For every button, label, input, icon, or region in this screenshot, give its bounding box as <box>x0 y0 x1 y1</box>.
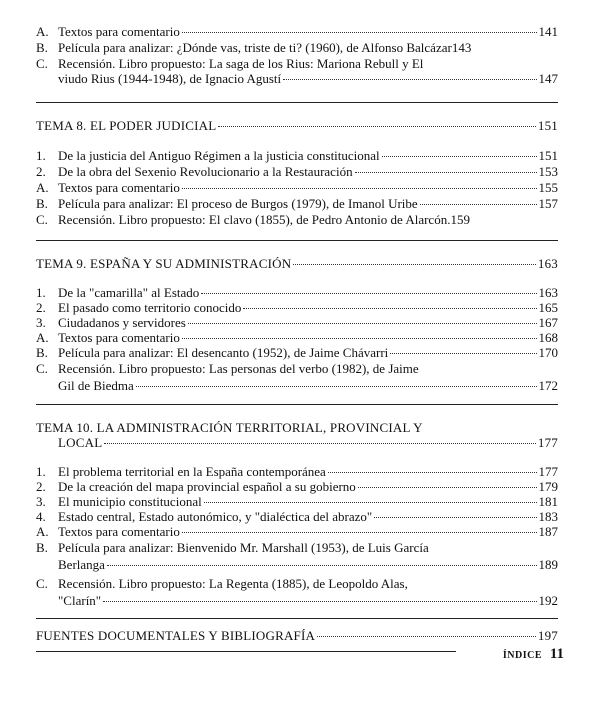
entry-number: 1. <box>36 464 46 479</box>
entry-text: Recensión. Libro propuesto: La saga de los Rius: Mariona Rebull y El <box>58 56 424 71</box>
entry-page: 179 <box>538 479 558 494</box>
toc-entry <box>36 24 558 39</box>
entry-number: 2. <box>36 300 46 315</box>
entry-number: 2. <box>36 479 46 494</box>
entry-text: viudo Rius (1944-1948), de Ignacio Agustí <box>58 71 282 86</box>
chapter-title: FUENTES DOCUMENTALES Y BIBLIOGRAFÍA <box>36 628 316 643</box>
divider <box>36 618 558 619</box>
entry-text: Película para analizar: ¿Dónde vas, triste de ti? (1960), de Alfonso Balcázar <box>58 40 452 55</box>
running-footer-label: ÍNDICE <box>502 650 542 661</box>
entry-number: A. <box>36 524 49 539</box>
divider <box>36 102 558 103</box>
entry-page: 157 <box>538 196 558 211</box>
entry-text: De la obra del Sexenio Revolucionario a la Restauración <box>58 164 353 179</box>
toc-entry <box>36 361 558 393</box>
divider <box>36 240 558 241</box>
entry-page: 168 <box>538 330 558 345</box>
entry-number: 3. <box>36 494 46 509</box>
toc-entry <box>36 464 558 479</box>
entry-number: C. <box>36 212 48 227</box>
entry-text: El municipio constitucional <box>58 494 202 509</box>
chapter-heading <box>36 256 558 271</box>
toc-entry <box>36 180 558 195</box>
chapter-title: TEMA 10. LA ADMINISTRACIÓN TERRITORIAL, PROVINCIAL Y <box>36 420 423 435</box>
toc-entry <box>36 300 558 315</box>
entry-text: Recensión. Libro propuesto: La Regenta (1885), de Leopoldo Alas, <box>58 576 408 591</box>
entry-number: C. <box>36 576 48 591</box>
entry-page: 165 <box>538 300 558 315</box>
entry-text: Película para analizar: El proceso de Burgos (1979), de Imanol Uribe <box>58 196 418 211</box>
entry-number: B. <box>36 196 48 211</box>
entry-text: Película para analizar: El desencanto (1952), de Jaime Chávarri <box>58 345 389 360</box>
entry-page: 147 <box>538 71 558 86</box>
toc-entry <box>36 540 558 572</box>
entry-number: 2. <box>36 164 46 179</box>
entry-page: 141 <box>538 24 558 39</box>
entry-number: A. <box>36 180 49 195</box>
toc-entry <box>36 479 558 494</box>
entry-page: 181 <box>538 494 558 509</box>
entry-page: 183 <box>538 509 558 524</box>
entry-page: 153 <box>538 164 558 179</box>
entry-number: 4. <box>36 509 46 524</box>
entry-text: Ciudadanos y servidores <box>58 315 186 330</box>
toc-entry <box>36 285 558 300</box>
entry-text: Textos para comentario <box>58 180 180 195</box>
entry-text: "Clarín" <box>58 593 102 608</box>
entry-text: Textos para comentario <box>58 24 180 39</box>
chapter-heading <box>36 420 558 450</box>
chapter-page: 151 <box>537 118 558 133</box>
entry-number: B. <box>36 40 48 55</box>
entry-page: 170 <box>538 345 558 360</box>
entry-page: 167 <box>538 315 558 330</box>
toc-entry <box>36 315 558 330</box>
entry-text: Recensión. Libro propuesto: El clavo (1855), de Pedro Antonio de Alarcón. <box>58 212 451 227</box>
entry-text: Recensión. Libro propuesto: Las personas del verbo (1982), de Jaime <box>58 361 419 376</box>
entry-page: 172 <box>538 378 558 393</box>
entry-text: De la creación del mapa provincial español a su gobierno <box>58 479 356 494</box>
chapter-title: LOCAL <box>58 435 103 450</box>
toc-entry <box>36 212 558 227</box>
entry-number: 1. <box>36 285 46 300</box>
chapter-page: 163 <box>537 256 558 271</box>
entry-text: Textos para comentario <box>58 524 180 539</box>
entry-page: 192 <box>538 593 558 608</box>
toc-entry <box>36 40 558 55</box>
entry-text: Película para analizar: Bienvenido Mr. Marshall (1953), de Luis García <box>58 540 429 555</box>
entry-number: 1. <box>36 148 46 163</box>
entry-text: Gil de Biedma <box>58 378 134 393</box>
entry-number: A. <box>36 330 49 345</box>
toc-entry <box>36 509 558 524</box>
entry-page: 159 <box>450 212 470 227</box>
entry-text: El problema territorial en la España contemporánea <box>58 464 326 479</box>
entry-text: De la "camarilla" al Estado <box>58 285 200 300</box>
chapter-heading <box>36 118 558 133</box>
entry-page: 189 <box>538 557 558 572</box>
entry-number: C. <box>36 361 48 376</box>
entry-number: B. <box>36 345 48 360</box>
chapter-page: 177 <box>537 435 558 450</box>
page-number: 11 <box>549 646 564 662</box>
chapter-title: TEMA 9. ESPAÑA Y SU ADMINISTRACIÓN <box>36 256 292 271</box>
entry-page: 155 <box>538 180 558 195</box>
entry-page: 163 <box>538 285 558 300</box>
entry-page: 151 <box>538 148 558 163</box>
chapter-title: TEMA 8. EL PODER JUDICIAL <box>36 118 217 133</box>
entry-number: 3. <box>36 315 46 330</box>
toc-entry <box>36 56 558 86</box>
entry-page: 143 <box>451 40 472 55</box>
entry-text: Berlanga <box>58 557 105 572</box>
toc-entry <box>36 576 558 608</box>
toc-entry <box>36 524 558 539</box>
entry-text: El pasado como territorio conocido <box>58 300 242 315</box>
toc-entry <box>36 345 558 360</box>
entry-number: A. <box>36 24 49 39</box>
toc-entry <box>36 494 558 509</box>
entry-number: C. <box>36 56 48 71</box>
entry-text: Textos para comentario <box>58 330 180 345</box>
entry-text: Estado central, Estado autonómico, y "dialéctica del abrazo" <box>58 509 373 524</box>
entry-number: B. <box>36 540 48 555</box>
chapter-page: 197 <box>537 628 558 643</box>
entry-page: 187 <box>538 524 558 539</box>
toc-entry <box>36 164 558 179</box>
toc-entry <box>36 196 558 211</box>
entry-page: 177 <box>538 464 558 479</box>
divider <box>36 404 558 405</box>
toc-entry <box>36 148 558 163</box>
footer-rule <box>36 651 456 652</box>
entry-text: De la justicia del Antiguo Régimen a la justicia constitucional <box>58 148 380 163</box>
chapter-heading <box>36 628 558 643</box>
toc-entry <box>36 330 558 345</box>
